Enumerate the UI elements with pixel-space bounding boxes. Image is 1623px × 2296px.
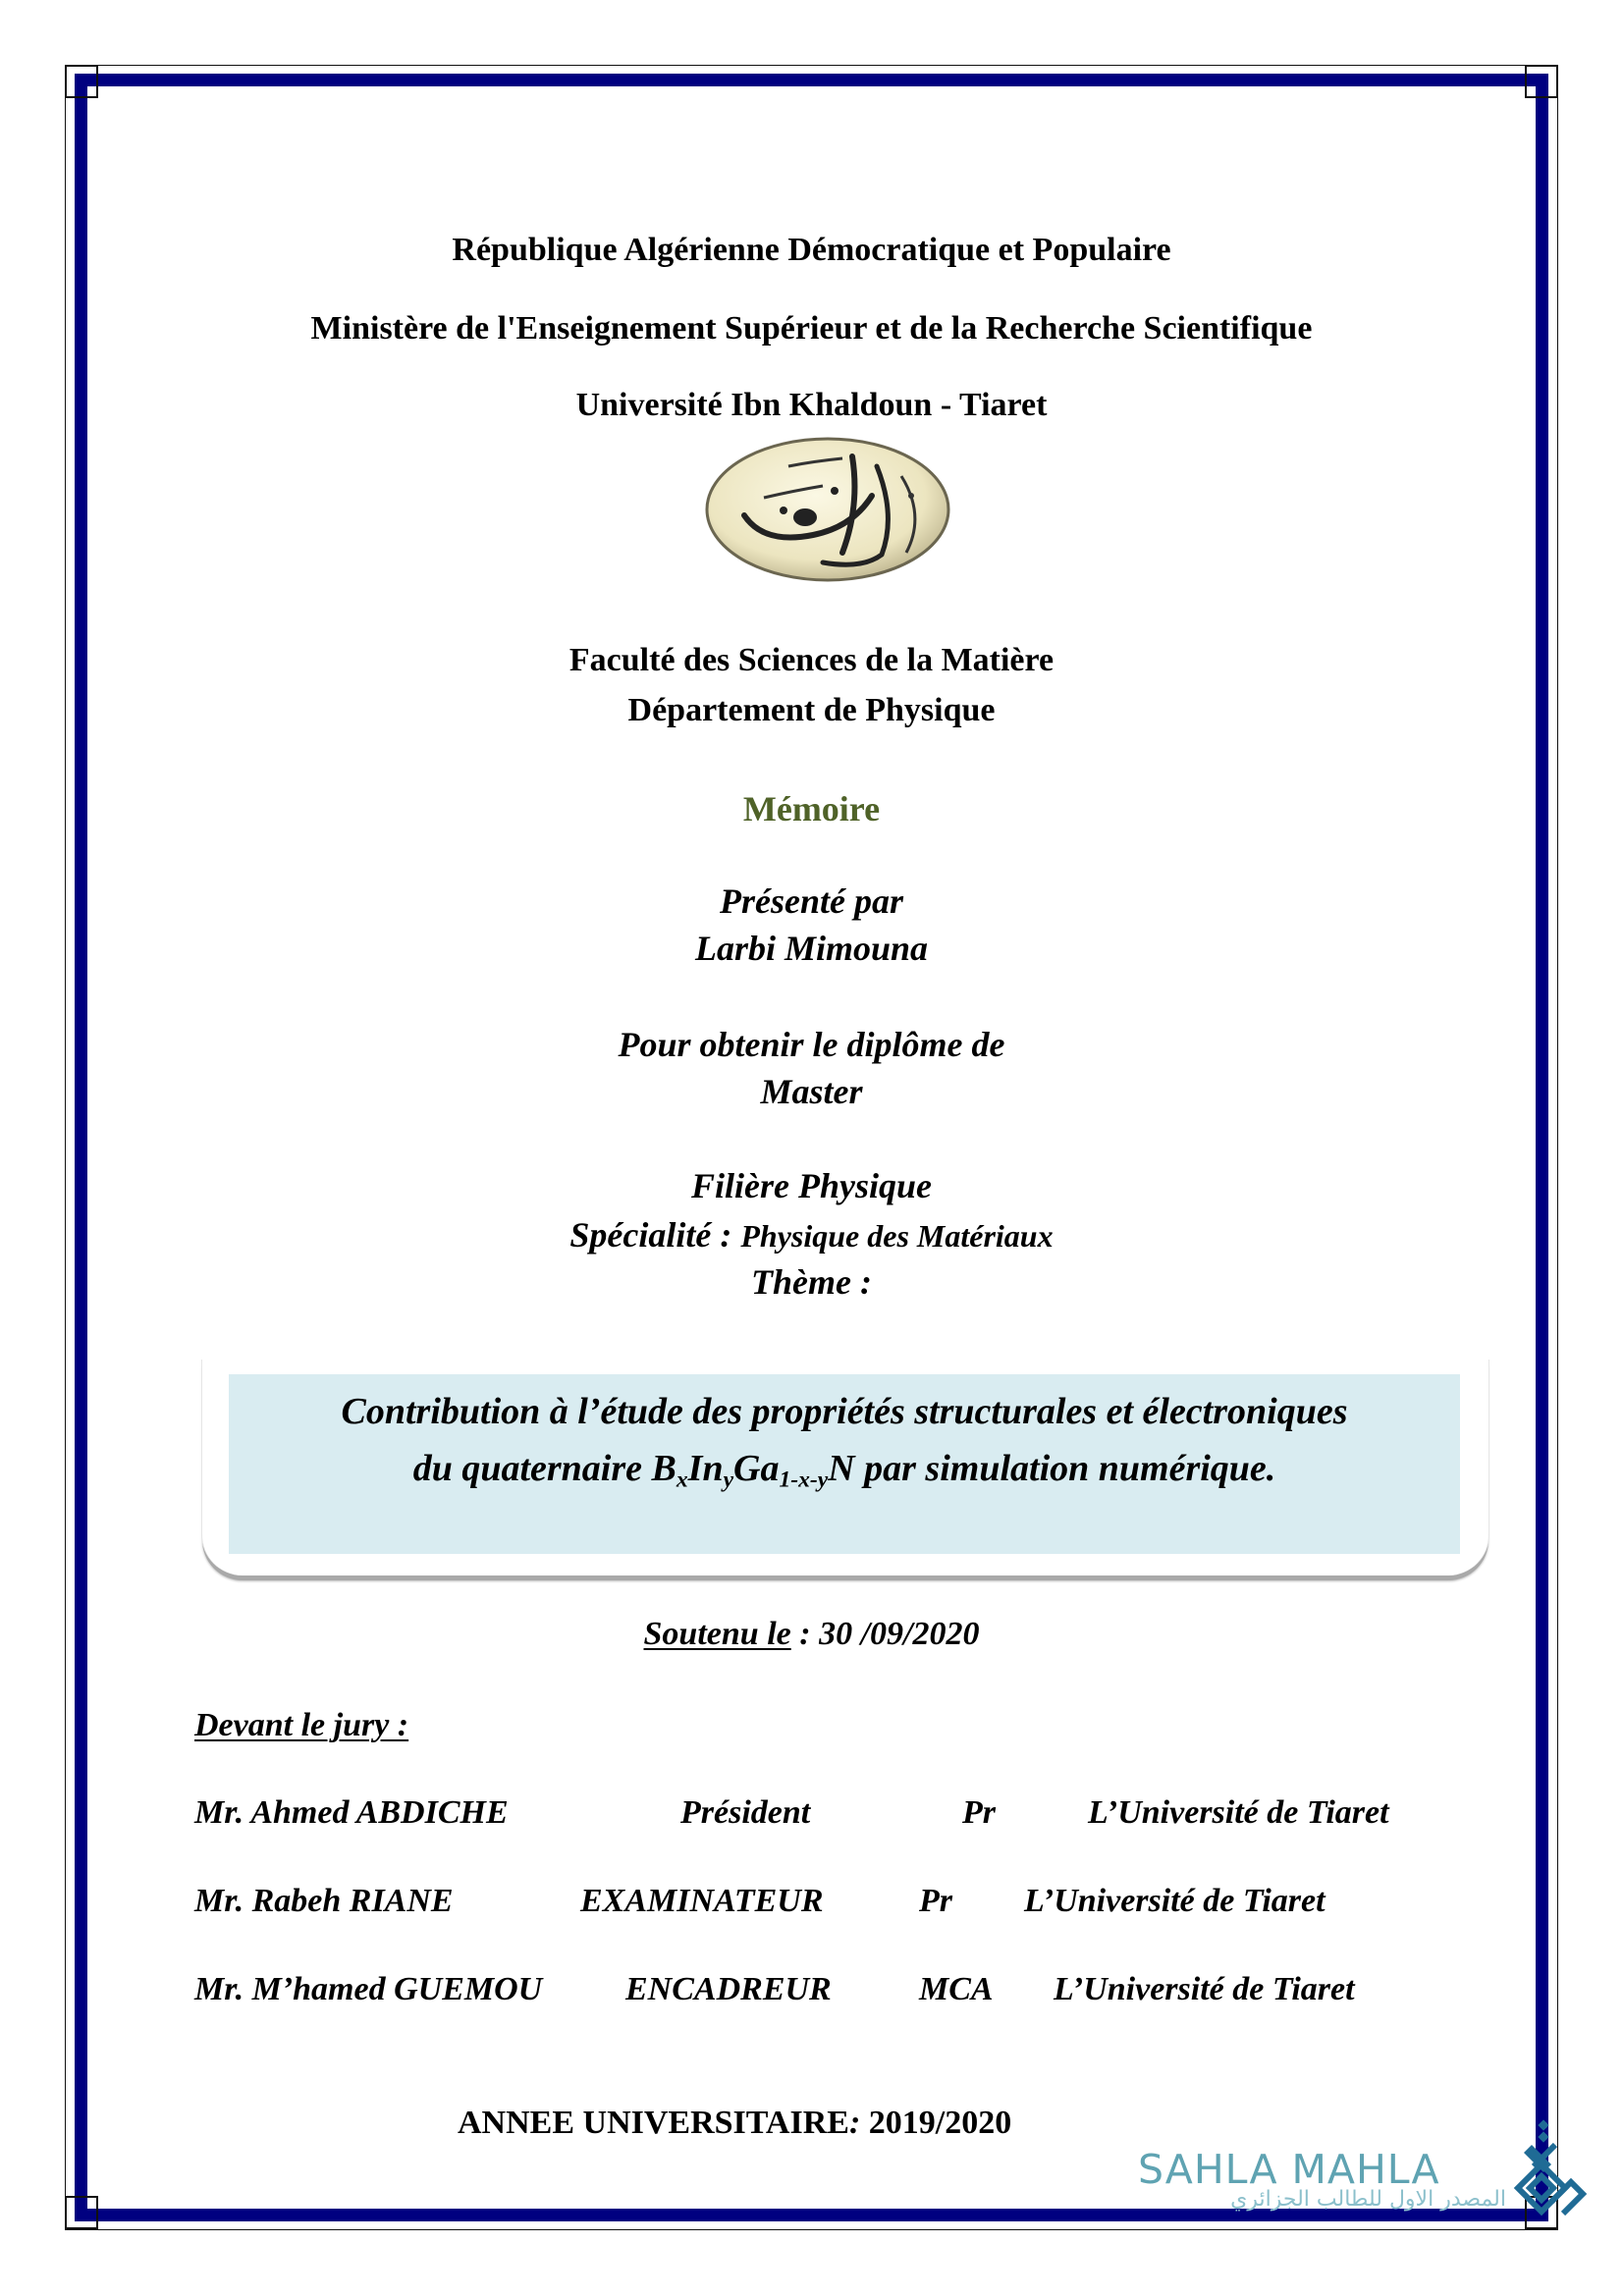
faculty-name: Faculté des Sciences de la Matière [568,642,1055,678]
jury-title: Devant le jury : [194,1707,409,1743]
formula [651,1448,855,1493]
watermark-arabic-tagline: المصدر الاول للطالب الجزائري [1230,2187,1506,2212]
jury-member-grade: Pr [919,1883,952,1919]
formula-nitrogen: N [828,1448,855,1489]
specialty-value: Physique des Matériaux [740,1218,1054,1254]
department-name: Département de Physique [627,692,996,728]
sahla-mahla-emblem-icon [1512,2115,1591,2225]
academic-year-separator: : [848,2105,869,2141]
jury-member-grade: MCA [919,1971,994,2007]
defense-label: Soutenu le [643,1616,791,1652]
theme-suffix: par simulation numérique. [854,1448,1276,1489]
specialty-line [0,1214,1623,1256]
presented-by-label: Présenté par [720,881,903,921]
theme-title-line2 [229,1447,1460,1493]
academic-year-label: ANNEE UNIVERSITAIRE [458,2105,849,2141]
university-seal-icon [705,437,950,582]
academic-year-line [458,2104,1011,2143]
corner-ornament-top-right [1525,65,1558,98]
formula-gallium-subscript: 1-x-y [779,1467,829,1493]
formula-boron-subscript: x [676,1467,688,1493]
jury-member-institution: L’Université de Tiaret [1088,1794,1389,1831]
jury-member-role: EXAMINATEUR [580,1883,824,1919]
jury-member-name: Mr. Rabeh RIANE [194,1883,454,1919]
jury-member-name: Mr. Ahmed ABDICHE [194,1794,509,1831]
theme-prefix: du quaternaire [412,1448,652,1489]
document-type-label: Mémoire [742,789,881,828]
specialty-label: Spécialité : [569,1215,741,1255]
defense-separator: : [790,1616,820,1652]
defense-date-line [0,1615,1623,1654]
formula-boron: B [651,1448,676,1489]
presenter-name: Larbi Mimouna [694,929,929,968]
formula-indium: In [687,1448,724,1489]
university-heading: Université Ibn Khaldoun - Tiaret [575,387,1048,423]
jury-member-grade: Pr [962,1794,996,1831]
watermark-brand-text: SAHLA MAHLA [1138,2146,1440,2193]
theme-label: Thème : [751,1262,872,1302]
formula-gallium: Ga [733,1448,780,1489]
field-label: Filière Physique [691,1166,932,1205]
jury-member-institution: L’Université de Tiaret [1054,1971,1355,2007]
jury-member-name: Mr. M’hamed GUEMOU [194,1971,543,2007]
ministry-heading: Ministère de l'Enseignement Supérieur et de la Recherche Scientifique [310,310,1313,347]
theme-title-line1: Contribution à l’étude des propriétés structurales et électroniques [341,1391,1348,1432]
corner-ornament-bottom-left [65,2196,98,2229]
formula-indium-subscript: y [723,1467,734,1493]
republic-heading: République Algérienne Démocratique et Populaire [452,232,1171,268]
jury-member-role: ENCADREUR [625,1971,832,2007]
defense-date: 30 /09/2020 [819,1616,980,1652]
degree-line: Pour obtenir le diplôme de [618,1025,1005,1064]
jury-member-role: Président [680,1794,811,1831]
degree-name: Master [760,1072,863,1111]
jury-member-institution: L’Université de Tiaret [1024,1883,1325,1919]
academic-year-value: 2019/2020 [868,2105,1012,2141]
